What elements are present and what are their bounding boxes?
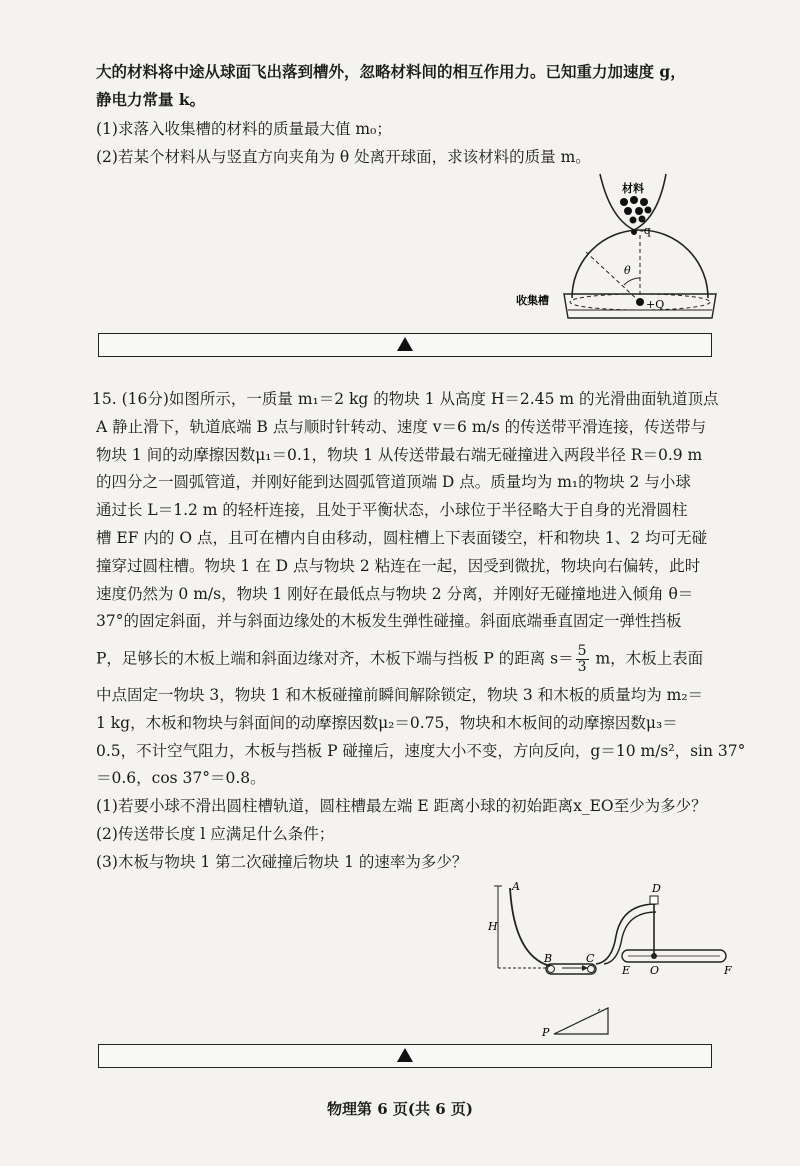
q15-subq-3: (3)木板与物块 1 第二次碰撞后物块 1 的速率为多少？ bbox=[96, 853, 468, 871]
q15-label-f: F bbox=[724, 964, 732, 977]
triangle-icon bbox=[397, 1048, 413, 1062]
q15-line-2: A 静止滑下，轨道底端 B 点与顺时针转动、速度 v＝6 m/s 的传送带平滑连接，传送带与 bbox=[96, 418, 707, 436]
q15-label-p: P bbox=[542, 1026, 550, 1039]
q14-line-1: 大的材料将中途从球面飞出落到槽外，忽略材料间的相互作用力。已知重力加速度 g， bbox=[96, 62, 686, 81]
q14-line-2: 静电力常量 k。 bbox=[96, 90, 206, 109]
q15-line-6: 槽 EF 内的 O 点，且可在槽内自由移动，圆柱槽上下表面镂空，杆和物块 1、2 均可无碰 bbox=[96, 529, 708, 547]
q15-line-3: 物块 1 间的动摩擦因数μ₁＝0.1，物块 1 从传送带最右端无碰撞进入两段半径 R＝0.9 m bbox=[96, 446, 703, 464]
q15-line-12: 0.5，不计空气阻力，木板与挡板 P 碰撞后，速度大小不变，方向反向，g＝10 m/s²，sin 37° bbox=[96, 742, 746, 760]
frac-denominator: 3 bbox=[577, 659, 587, 675]
q15-label-a: A bbox=[512, 880, 520, 893]
q15-line-s-pre: P，足够长的木板上端和斜面边缘对齐，木板下端与挡板 P 的距离 s＝ bbox=[96, 649, 574, 668]
q15-line-4: 的四分之一圆弧管道，并刚好能到达圆弧管道顶端 D 点。质量均为 m₁的物块 2 与小球 bbox=[96, 473, 691, 491]
q15-label-c: C bbox=[586, 952, 595, 965]
q14-label-plus-q: +Q bbox=[646, 298, 665, 311]
q15-line-5: 通过长 L＝1.2 m 的轻杆连接，且处于平衡状态，小球位于半径略大于自身的光滑圆柱 bbox=[96, 501, 688, 519]
q15-figure bbox=[488, 876, 748, 1046]
q15-label-b: B bbox=[544, 952, 553, 965]
q14-label-theta: θ bbox=[624, 264, 631, 277]
q15-subq-1: (1)若要小球不滑出圆柱槽轨道，圆柱槽最左端 E 距离小球的初始距离x_EO至少为多少？ bbox=[96, 797, 707, 815]
q15-line-s-post: m，木板上表面 bbox=[590, 649, 704, 668]
q15-line-8: 速度仍然为 0 m/s，物块 1 刚好在最低点与物块 2 分离，并刚好无碰撞地进入倾角 θ＝ bbox=[96, 585, 694, 603]
q15-line-13: ＝0.6，cos 37°＝0.8。 bbox=[96, 769, 266, 787]
q15-label-o: O bbox=[650, 964, 660, 977]
q14-figure bbox=[500, 168, 740, 328]
q15-line-10: 中点固定一物块 3，物块 1 和木板碰撞前瞬间解除锁定，物块 3 和木板的质量均为 m₂＝ bbox=[96, 686, 704, 704]
q15-label-e: E bbox=[622, 964, 631, 977]
q15-label-d: D bbox=[652, 882, 661, 895]
q15-line-s bbox=[96, 644, 703, 675]
q14-subq-1: (1)求落入收集槽的材料的质量最大值 m₀； bbox=[96, 120, 392, 138]
answer-box-q14[interactable] bbox=[98, 333, 712, 357]
q15-line-1: 15. (16分)如图所示，一质量 m₁＝2 kg 的物块 1 从高度 H＝2.45 m 的光滑曲面轨道顶点 bbox=[92, 390, 719, 408]
triangle-icon bbox=[397, 337, 413, 351]
q14-label-tank: 收集槽 bbox=[516, 294, 549, 307]
frac-numerator: 5 bbox=[577, 643, 587, 659]
page-footer: 物理第 6 页(共 6 页) bbox=[327, 1100, 473, 1118]
q15-subq-2: (2)传送带长度 l 应满足什么条件； bbox=[96, 825, 335, 843]
q14-label-material: 材料 bbox=[622, 182, 644, 195]
q14-label-minus-q: -q bbox=[640, 224, 651, 237]
q15-line-11: 1 kg，木板和物块与斜面间的动摩擦因数μ₂＝0.75，物块和木板间的动摩擦因数μ₃＝ bbox=[96, 714, 678, 732]
q15-label-h: H bbox=[488, 920, 498, 933]
q15-line-7: 撞穿过圆柱槽。物块 1 在 D 点与物块 2 粘连在一起，因受到微扰，物块向右偏转，此时 bbox=[96, 557, 701, 575]
q15-line-9: 37°的固定斜面，并与斜面边缘处的木板发生弹性碰撞。斜面底端垂直固定一弹性挡板 bbox=[96, 612, 682, 630]
answer-box-q15[interactable] bbox=[98, 1044, 712, 1068]
fraction-five-thirds bbox=[576, 644, 589, 675]
q14-subq-2: (2)若某个材料从与竖直方向夹角为 θ 处离开球面，求该材料的质量 m。 bbox=[96, 148, 591, 166]
